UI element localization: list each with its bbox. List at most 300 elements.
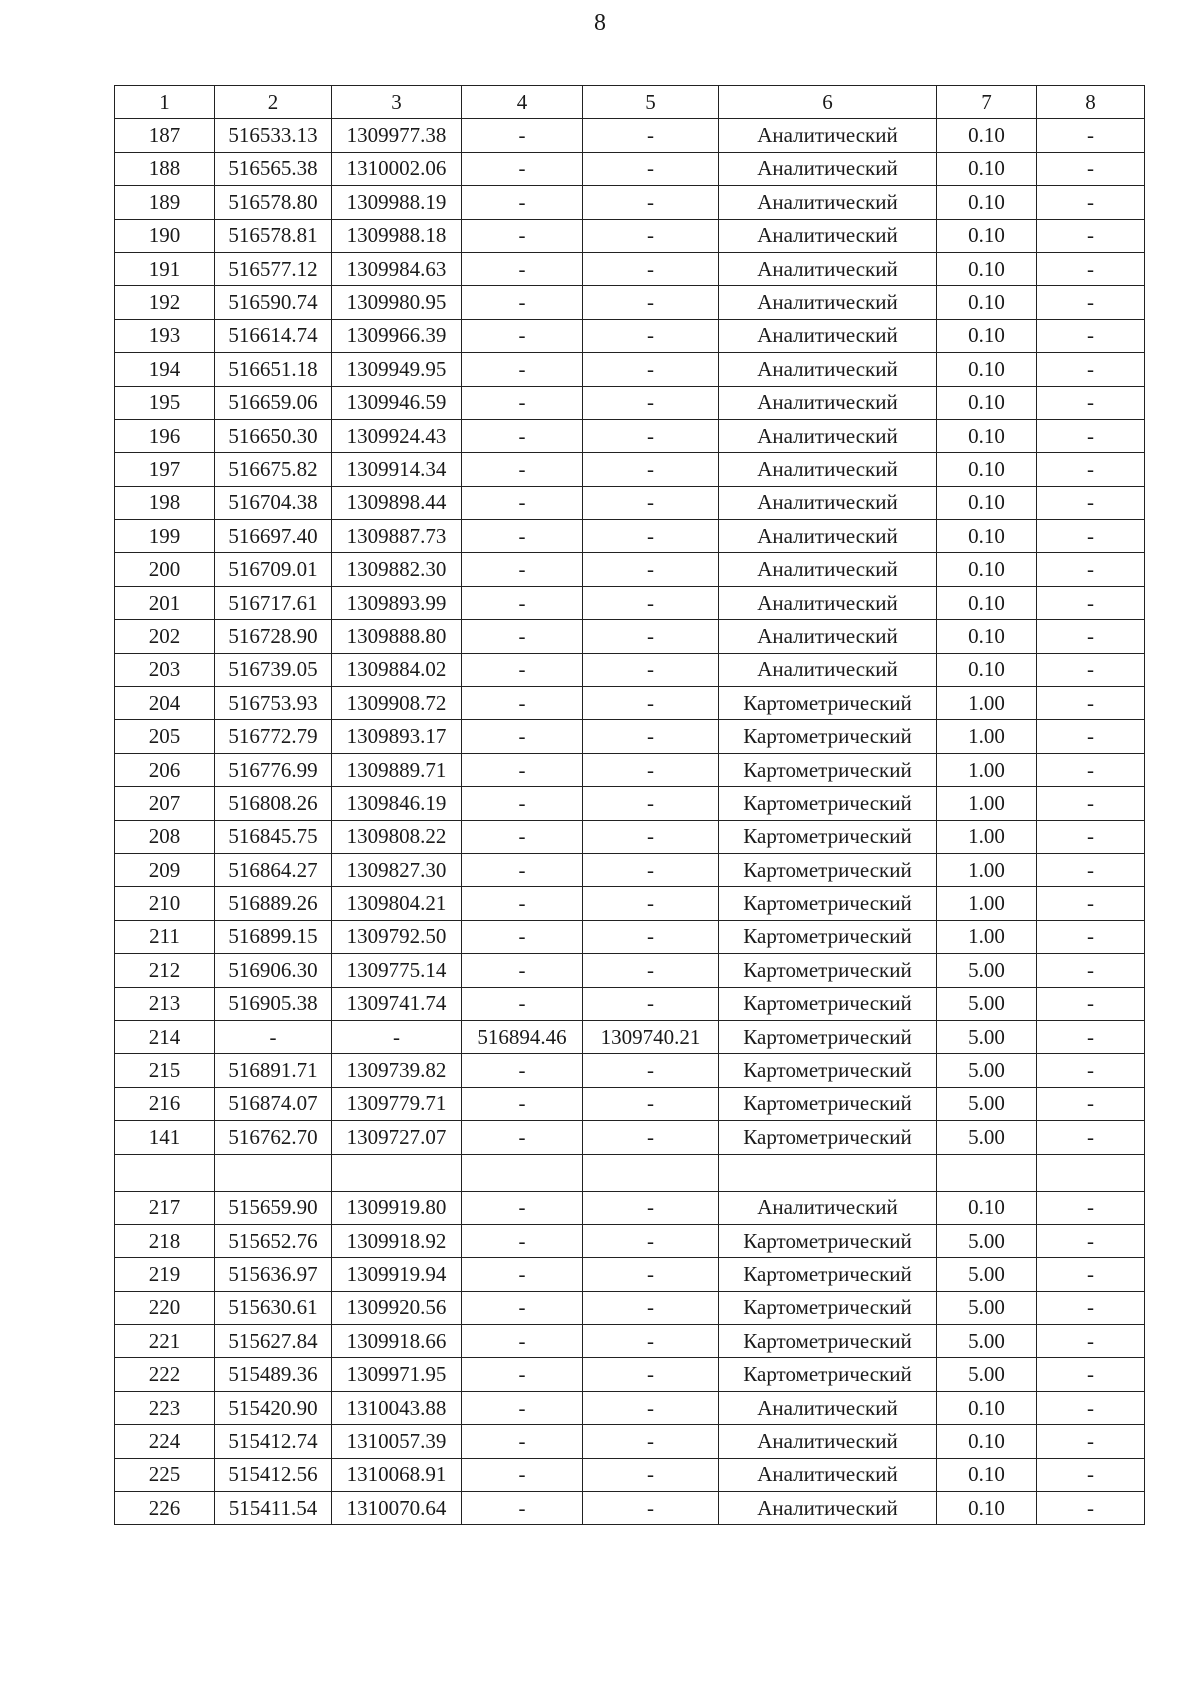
table-cell: 516845.75 <box>215 820 332 853</box>
page-number: 8 <box>594 10 606 36</box>
table-cell: Аналитический <box>719 319 937 352</box>
table-cell: 516889.26 <box>215 887 332 920</box>
table-cell: 0.10 <box>937 419 1037 452</box>
table-cell: 5.00 <box>937 987 1037 1020</box>
table-row <box>115 186 1145 219</box>
table-cell: 515652.76 <box>215 1224 332 1257</box>
table-cell: 199 <box>115 520 215 553</box>
table-row <box>115 386 1145 419</box>
table-cell: 1309919.94 <box>332 1258 462 1291</box>
table-row <box>115 219 1145 252</box>
table-cell: 0.10 <box>937 486 1037 519</box>
table-cell: - <box>462 687 583 720</box>
table-cell: - <box>462 653 583 686</box>
table-cell: 190 <box>115 219 215 252</box>
table-row <box>115 553 1145 586</box>
table-cell: 188 <box>115 152 215 185</box>
table-cell: - <box>1037 853 1145 886</box>
table-cell: Аналитический <box>719 386 937 419</box>
table-row <box>115 1191 1145 1224</box>
table-cell: - <box>332 1020 462 1053</box>
table-cell: - <box>462 453 583 486</box>
table-cell: - <box>583 1291 719 1324</box>
table-cell: 0.10 <box>937 152 1037 185</box>
table-cell: 1309980.95 <box>332 286 462 319</box>
table-cell: - <box>583 987 719 1020</box>
table-row <box>115 954 1145 987</box>
table-cell: 1310070.64 <box>332 1492 462 1525</box>
table-cell: - <box>462 1391 583 1424</box>
table-cell: - <box>1037 586 1145 619</box>
table-cell: - <box>462 219 583 252</box>
table-cell: - <box>583 419 719 452</box>
table-cell: - <box>1037 520 1145 553</box>
table-cell: 516533.13 <box>215 119 332 152</box>
table-cell: - <box>1037 486 1145 519</box>
table-cell <box>583 1154 719 1191</box>
table-cell: 0.10 <box>937 520 1037 553</box>
table-cell: Аналитический <box>719 553 937 586</box>
table-cell: 141 <box>115 1121 215 1154</box>
table-cell: 203 <box>115 653 215 686</box>
table-cell: 1309808.22 <box>332 820 462 853</box>
table-cell: 1.00 <box>937 720 1037 753</box>
table-cell: Аналитический <box>719 1458 937 1491</box>
table-cell: Аналитический <box>719 186 937 219</box>
table-cell: - <box>583 586 719 619</box>
table-cell: - <box>1037 1121 1145 1154</box>
table-cell: - <box>583 1224 719 1257</box>
table-cell: 211 <box>115 920 215 953</box>
table-cell: - <box>1037 1325 1145 1358</box>
table-cell: - <box>462 720 583 753</box>
table-cell: 200 <box>115 553 215 586</box>
table-cell: - <box>1037 1191 1145 1224</box>
coordinates-table <box>114 85 1145 1525</box>
table-cell: - <box>583 1391 719 1424</box>
table-cell: - <box>583 1325 719 1358</box>
table-cell: - <box>583 520 719 553</box>
table-row <box>115 887 1145 920</box>
table-cell: - <box>1037 252 1145 285</box>
table-cell: 1309898.44 <box>332 486 462 519</box>
table-cell: - <box>583 553 719 586</box>
table-cell: - <box>583 453 719 486</box>
table-cell: 213 <box>115 987 215 1020</box>
table-cell: - <box>1037 152 1145 185</box>
table-cell: 1309889.71 <box>332 753 462 786</box>
table-cell: - <box>1037 419 1145 452</box>
table-cell: 0.10 <box>937 620 1037 653</box>
table-cell: - <box>1037 753 1145 786</box>
table-cell: 1309727.07 <box>332 1121 462 1154</box>
table-cell: - <box>583 119 719 152</box>
table-cell: 516578.81 <box>215 219 332 252</box>
table-row <box>115 987 1145 1020</box>
table-row <box>115 1154 1145 1191</box>
table-cell: 1309893.99 <box>332 586 462 619</box>
table-cell: 515636.97 <box>215 1258 332 1291</box>
table-cell: 516704.38 <box>215 486 332 519</box>
table-cell: 0.10 <box>937 1458 1037 1491</box>
table-cell: 5.00 <box>937 1325 1037 1358</box>
table-cell: Картометрический <box>719 1325 937 1358</box>
table-cell: Картометрический <box>719 787 937 820</box>
table-cell: 210 <box>115 887 215 920</box>
table-cell: 1.00 <box>937 687 1037 720</box>
table-cell: 196 <box>115 419 215 452</box>
table-cell: - <box>1037 787 1145 820</box>
table-cell: - <box>1037 219 1145 252</box>
table-cell: - <box>462 753 583 786</box>
table-cell: - <box>462 1358 583 1391</box>
table-cell: Аналитический <box>719 252 937 285</box>
table-row <box>115 1358 1145 1391</box>
table-cell: 5.00 <box>937 1224 1037 1257</box>
table-cell: 220 <box>115 1291 215 1324</box>
table-cell <box>462 1154 583 1191</box>
table-cell: - <box>1037 286 1145 319</box>
table-cell: - <box>583 1087 719 1120</box>
table-cell: - <box>1037 1358 1145 1391</box>
table-cell: 1309988.18 <box>332 219 462 252</box>
table-cell: 515630.61 <box>215 1291 332 1324</box>
table-cell: - <box>583 687 719 720</box>
table-cell: 191 <box>115 252 215 285</box>
table-cell: 516717.61 <box>215 586 332 619</box>
table-cell: 216 <box>115 1087 215 1120</box>
table-cell: 0.10 <box>937 586 1037 619</box>
table-cell: 1310068.91 <box>332 1458 462 1491</box>
table-cell: 1309918.66 <box>332 1325 462 1358</box>
table-cell: 516906.30 <box>215 954 332 987</box>
table-row <box>115 586 1145 619</box>
table-cell: Аналитический <box>719 1492 937 1525</box>
column-header: 1 <box>115 86 215 119</box>
table-cell: 225 <box>115 1458 215 1491</box>
table-cell: - <box>462 186 583 219</box>
table-cell: - <box>583 1458 719 1491</box>
table-cell: 516874.07 <box>215 1087 332 1120</box>
table-row <box>115 1121 1145 1154</box>
table-cell: 1309977.38 <box>332 119 462 152</box>
table-row <box>115 820 1145 853</box>
table-cell: 1309920.56 <box>332 1291 462 1324</box>
table-cell: - <box>583 653 719 686</box>
table-cell: - <box>1037 453 1145 486</box>
table-row <box>115 286 1145 319</box>
table-cell: 5.00 <box>937 1358 1037 1391</box>
table-cell: 516614.74 <box>215 319 332 352</box>
table-row <box>115 1492 1145 1525</box>
table-cell <box>215 1154 332 1191</box>
table-cell: 0.10 <box>937 1492 1037 1525</box>
table-cell: 1309918.92 <box>332 1224 462 1257</box>
table-cell: 0.10 <box>937 1425 1037 1458</box>
table-cell: 5.00 <box>937 954 1037 987</box>
table-row <box>115 787 1145 820</box>
table-cell: 1.00 <box>937 853 1037 886</box>
table-cell: 1310002.06 <box>332 152 462 185</box>
table-row <box>115 1425 1145 1458</box>
table-cell: 1309741.74 <box>332 987 462 1020</box>
table-row <box>115 252 1145 285</box>
table-cell: - <box>1037 887 1145 920</box>
table-cell: - <box>1037 319 1145 352</box>
table-row <box>115 653 1145 686</box>
table-cell: - <box>583 720 719 753</box>
table-cell: 515627.84 <box>215 1325 332 1358</box>
table-cell: 515489.36 <box>215 1358 332 1391</box>
table-cell: 1309888.80 <box>332 620 462 653</box>
table-cell: 208 <box>115 820 215 853</box>
table-cell: Картометрический <box>719 687 937 720</box>
table-cell: - <box>462 1425 583 1458</box>
table-cell: - <box>583 1121 719 1154</box>
table-cell: - <box>583 920 719 953</box>
table-cell: - <box>1037 920 1145 953</box>
table-cell: - <box>1037 720 1145 753</box>
table-cell: - <box>1037 1291 1145 1324</box>
table-cell: 0.10 <box>937 353 1037 386</box>
table-cell: - <box>462 319 583 352</box>
table-cell: 1309946.59 <box>332 386 462 419</box>
table-cell: 215 <box>115 1054 215 1087</box>
table-cell: - <box>583 753 719 786</box>
table-cell: 516899.15 <box>215 920 332 953</box>
column-header: 2 <box>215 86 332 119</box>
table-cell: 516905.38 <box>215 987 332 1020</box>
table-cell: Аналитический <box>719 286 937 319</box>
table-cell: - <box>583 820 719 853</box>
table-cell: 192 <box>115 286 215 319</box>
table-cell: - <box>462 887 583 920</box>
table-cell: - <box>1037 353 1145 386</box>
table-row <box>115 152 1145 185</box>
table-cell: - <box>583 853 719 886</box>
table-cell: 516728.90 <box>215 620 332 653</box>
table-cell: - <box>1037 653 1145 686</box>
table-row <box>115 720 1145 753</box>
table-cell: 1310057.39 <box>332 1425 462 1458</box>
table-cell: - <box>583 1492 719 1525</box>
table-row <box>115 1020 1145 1053</box>
table-row <box>115 1087 1145 1120</box>
table-cell: Картометрический <box>719 920 937 953</box>
table-cell: 198 <box>115 486 215 519</box>
table-cell: Аналитический <box>719 653 937 686</box>
table-cell: 209 <box>115 853 215 886</box>
table-row <box>115 920 1145 953</box>
table-cell: - <box>462 386 583 419</box>
table-cell: - <box>462 586 583 619</box>
table-cell: 0.10 <box>937 1391 1037 1424</box>
table-cell: Аналитический <box>719 1425 937 1458</box>
table-cell: - <box>1037 386 1145 419</box>
table-cell: - <box>1037 954 1145 987</box>
table-cell: 0.10 <box>937 553 1037 586</box>
table-cell: 1309966.39 <box>332 319 462 352</box>
table-cell: 214 <box>115 1020 215 1053</box>
table-cell: Аналитический <box>719 520 937 553</box>
table-cell: 1.00 <box>937 820 1037 853</box>
table-cell: 1310043.88 <box>332 1391 462 1424</box>
table-cell: - <box>1037 119 1145 152</box>
table-cell: Картометрический <box>719 1291 937 1324</box>
table-cell: 516565.38 <box>215 152 332 185</box>
table-cell: 516590.74 <box>215 286 332 319</box>
table-cell: 515411.54 <box>215 1492 332 1525</box>
table-cell: - <box>1037 1425 1145 1458</box>
table-cell: - <box>462 1087 583 1120</box>
table-cell: - <box>583 286 719 319</box>
table-cell: 0.10 <box>937 119 1037 152</box>
table-cell: - <box>1037 186 1145 219</box>
table-cell: 516675.82 <box>215 453 332 486</box>
table-cell: 1309792.50 <box>332 920 462 953</box>
table-cell: 1.00 <box>937 920 1037 953</box>
table-cell: 5.00 <box>937 1087 1037 1120</box>
table-cell: - <box>462 486 583 519</box>
table-row <box>115 353 1145 386</box>
table-cell: - <box>583 486 719 519</box>
table-cell: - <box>583 186 719 219</box>
table-cell: 1309924.43 <box>332 419 462 452</box>
table-cell: Картометрический <box>719 820 937 853</box>
table-cell: 516776.99 <box>215 753 332 786</box>
table-row <box>115 1325 1145 1358</box>
table-row <box>115 1291 1145 1324</box>
table-cell: - <box>462 820 583 853</box>
table-cell: 1309882.30 <box>332 553 462 586</box>
table-cell: - <box>462 286 583 319</box>
table-cell: - <box>462 954 583 987</box>
table-cell <box>1037 1154 1145 1191</box>
table-cell: Картометрический <box>719 1258 937 1291</box>
table-cell: - <box>462 1325 583 1358</box>
table-cell: - <box>583 219 719 252</box>
table-cell: - <box>462 1458 583 1491</box>
table-cell: 1309949.95 <box>332 353 462 386</box>
table-row <box>115 853 1145 886</box>
table-cell: Картометрический <box>719 1224 937 1257</box>
table-cell: - <box>583 353 719 386</box>
table-cell: 193 <box>115 319 215 352</box>
table-cell: 1309984.63 <box>332 252 462 285</box>
table-cell: Аналитический <box>719 453 937 486</box>
table-cell: 194 <box>115 353 215 386</box>
table-cell: - <box>462 1121 583 1154</box>
table-cell: 207 <box>115 787 215 820</box>
table-cell: 516762.70 <box>215 1121 332 1154</box>
table-cell: 516578.80 <box>215 186 332 219</box>
table-cell: Аналитический <box>719 620 937 653</box>
table-cell: 223 <box>115 1391 215 1424</box>
table-row <box>115 453 1145 486</box>
table-cell: 1309988.19 <box>332 186 462 219</box>
table-cell: - <box>462 987 583 1020</box>
table-row <box>115 419 1145 452</box>
table-cell: - <box>1037 1492 1145 1525</box>
table-cell: - <box>462 1492 583 1525</box>
table-cell: 1309887.73 <box>332 520 462 553</box>
table-cell: - <box>583 620 719 653</box>
table-cell: 1309740.21 <box>583 1020 719 1053</box>
table-cell: Аналитический <box>719 353 937 386</box>
table-cell: 0.10 <box>937 453 1037 486</box>
table-cell: - <box>462 1258 583 1291</box>
table-cell: - <box>1037 687 1145 720</box>
table-cell: - <box>462 787 583 820</box>
table-cell: 516651.18 <box>215 353 332 386</box>
table-cell: - <box>1037 1020 1145 1053</box>
table-cell: - <box>462 620 583 653</box>
table-cell: 0.10 <box>937 286 1037 319</box>
column-header: 7 <box>937 86 1037 119</box>
table-cell: - <box>462 553 583 586</box>
table-cell: Аналитический <box>719 119 937 152</box>
table-cell <box>719 1154 937 1191</box>
table-cell: 1309884.02 <box>332 653 462 686</box>
table-row <box>115 1258 1145 1291</box>
table-cell: 516891.71 <box>215 1054 332 1087</box>
table-cell: - <box>462 152 583 185</box>
table-cell: - <box>583 1191 719 1224</box>
table-cell: 1309846.19 <box>332 787 462 820</box>
table-cell: 5.00 <box>937 1291 1037 1324</box>
table-cell: 1309971.95 <box>332 1358 462 1391</box>
table-cell: 516697.40 <box>215 520 332 553</box>
table-cell: 0.10 <box>937 653 1037 686</box>
table-cell: 206 <box>115 753 215 786</box>
table-cell: 0.10 <box>937 252 1037 285</box>
table-row <box>115 1391 1145 1424</box>
table-row <box>115 520 1145 553</box>
table-cell: 1309893.17 <box>332 720 462 753</box>
table-cell: - <box>1037 1458 1145 1491</box>
table-cell: - <box>462 920 583 953</box>
table-cell: - <box>462 853 583 886</box>
table-cell: 217 <box>115 1191 215 1224</box>
table-cell: 516650.30 <box>215 419 332 452</box>
table-cell: 516709.01 <box>215 553 332 586</box>
table-cell: - <box>583 152 719 185</box>
table-cell: - <box>583 319 719 352</box>
table-cell: - <box>583 787 719 820</box>
table-cell: 195 <box>115 386 215 419</box>
table-cell: - <box>1037 987 1145 1020</box>
table-cell: - <box>462 419 583 452</box>
table-cell: - <box>462 1291 583 1324</box>
table-cell: 224 <box>115 1425 215 1458</box>
table-cell: 515412.56 <box>215 1458 332 1491</box>
table-cell: 515420.90 <box>215 1391 332 1424</box>
table-cell: 516864.27 <box>215 853 332 886</box>
table-row <box>115 753 1145 786</box>
table-cell: 1309739.82 <box>332 1054 462 1087</box>
table-cell: 1.00 <box>937 887 1037 920</box>
table-cell: 1309914.34 <box>332 453 462 486</box>
table-cell: - <box>462 119 583 152</box>
table-cell: - <box>462 1054 583 1087</box>
table-cell: Аналитический <box>719 419 937 452</box>
table-row <box>115 1458 1145 1491</box>
table-cell <box>332 1154 462 1191</box>
table-cell: 189 <box>115 186 215 219</box>
table-cell: 516894.46 <box>462 1020 583 1053</box>
table-cell: 1.00 <box>937 787 1037 820</box>
table-cell: 221 <box>115 1325 215 1358</box>
